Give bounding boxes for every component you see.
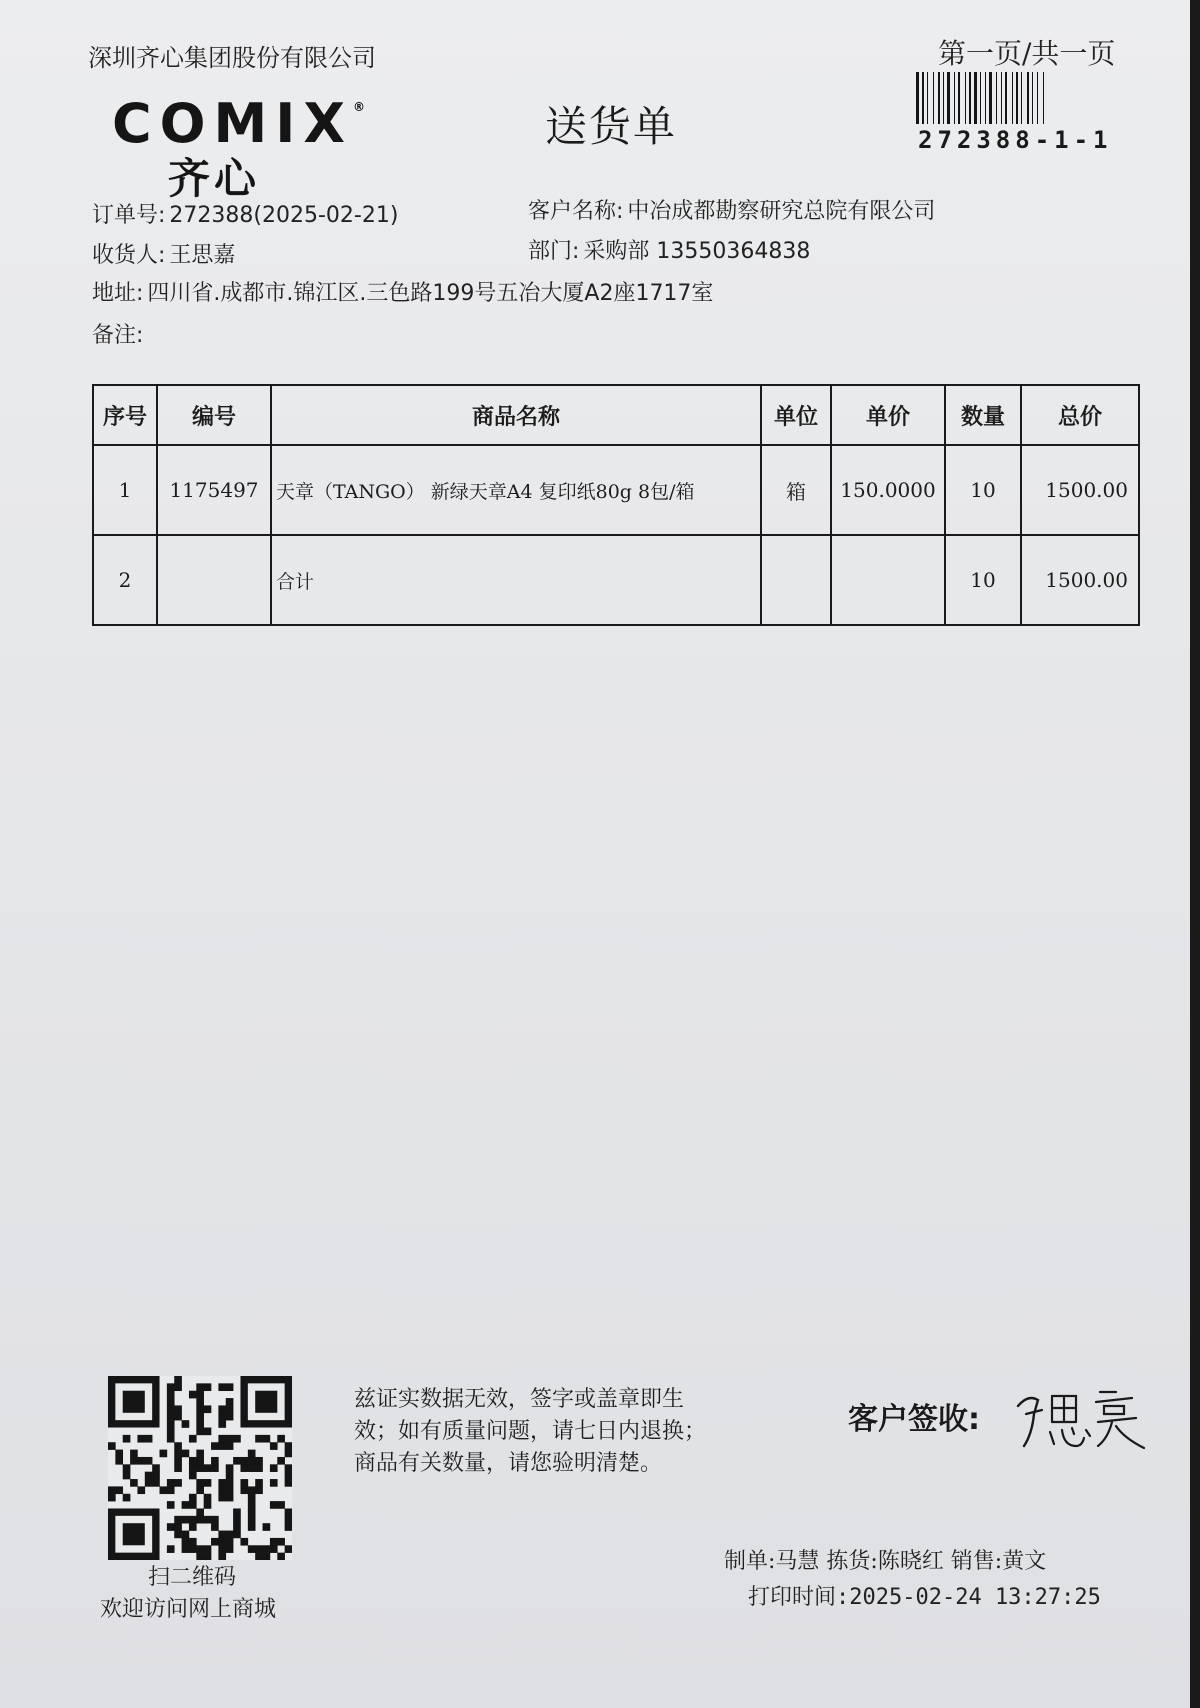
print-time: 打印时间:2025-02-24 13:27:25: [748, 1585, 1101, 1610]
header-quantity: 数量: [945, 385, 1021, 445]
header-seq: 序号: [93, 385, 157, 445]
header-total: 总价: [1021, 385, 1139, 445]
logo-text: COMIX: [112, 92, 353, 155]
notice-line: 兹证实数据无效，签字或盖章即生: [354, 1387, 685, 1412]
dept-value: 采购部 13550364838: [583, 239, 811, 264]
cell-unit-price: [831, 535, 945, 625]
notice-line: 商品有关数量，请您验明清楚。: [354, 1451, 663, 1476]
receiver-label: 收货人:: [92, 243, 166, 268]
cell-unit: [761, 535, 831, 625]
comix-logo: COMIX®: [112, 92, 365, 155]
department: [528, 234, 810, 265]
table-row: [93, 445, 1139, 535]
cell-total: 1500.00: [1021, 535, 1139, 625]
address-label: 地址:: [92, 281, 144, 306]
cell-unit-price: 150.0000: [831, 445, 945, 535]
address-value: 四川省.成都市.锦江区.三色路199号五冶大厦A2座1717室: [147, 281, 714, 306]
remarks: [92, 318, 147, 349]
company-name: 深圳齐心集团股份有限公司: [88, 44, 376, 72]
table-row: [93, 535, 1139, 625]
customer-name: [528, 194, 935, 225]
cell-quantity: 10: [945, 535, 1021, 625]
qr-subcaption: 欢迎访问网上商城: [100, 1597, 277, 1622]
order-number: [92, 198, 398, 229]
notice-text: [354, 1384, 706, 1480]
notice-line: 效；如有质量问题，请七日内退换；: [354, 1419, 707, 1444]
items-table: [92, 384, 1140, 626]
barcode-icon: [914, 72, 1130, 124]
remarks-label: 备注:: [92, 323, 144, 348]
logo-chinese: 齐心: [168, 154, 261, 203]
qr-code-icon: [108, 1376, 292, 1560]
cell-total: 1500.00: [1021, 445, 1139, 535]
staff-info: 制单:马慧 拣货:陈晓红 销售:黄文: [724, 1549, 1047, 1574]
cell-quantity: 10: [945, 445, 1021, 535]
qr-caption: 扫二维码: [148, 1565, 237, 1590]
order-label: 订单号:: [92, 203, 166, 228]
barcode-number: 272388-1-1: [918, 126, 1113, 154]
customer-sign-label: 客户签收:: [848, 1402, 980, 1437]
cell-seq: 1: [93, 445, 157, 535]
customer-value: 中冶成都勘察研究总院有限公司: [627, 199, 936, 224]
receiver-value: 王思嘉: [169, 243, 236, 268]
header-product-name: 商品名称: [271, 385, 761, 445]
cell-code: [157, 535, 271, 625]
cell-product-name: 合计: [271, 535, 761, 625]
customer-label: 客户名称:: [528, 199, 624, 224]
receiver: [92, 238, 235, 269]
dept-label: 部门:: [528, 239, 580, 264]
header-code: 编号: [157, 385, 271, 445]
cell-seq: 2: [93, 535, 157, 625]
cell-code: 1175497: [157, 445, 271, 535]
page-info: 第一页/共一页: [938, 37, 1116, 70]
cell-product-name: 天章（TANGO） 新绿天章A4 复印纸80g 8包/箱: [271, 445, 761, 535]
order-value: 272388(2025-02-21): [169, 203, 399, 228]
header-unit: 单位: [761, 385, 831, 445]
signature-icon: [1012, 1384, 1152, 1456]
address: [92, 276, 713, 307]
document-title: 送货单: [545, 102, 678, 151]
cell-unit: 箱: [761, 445, 831, 535]
table-header-row: [93, 385, 1139, 445]
header-unit-price: 单价: [831, 385, 945, 445]
